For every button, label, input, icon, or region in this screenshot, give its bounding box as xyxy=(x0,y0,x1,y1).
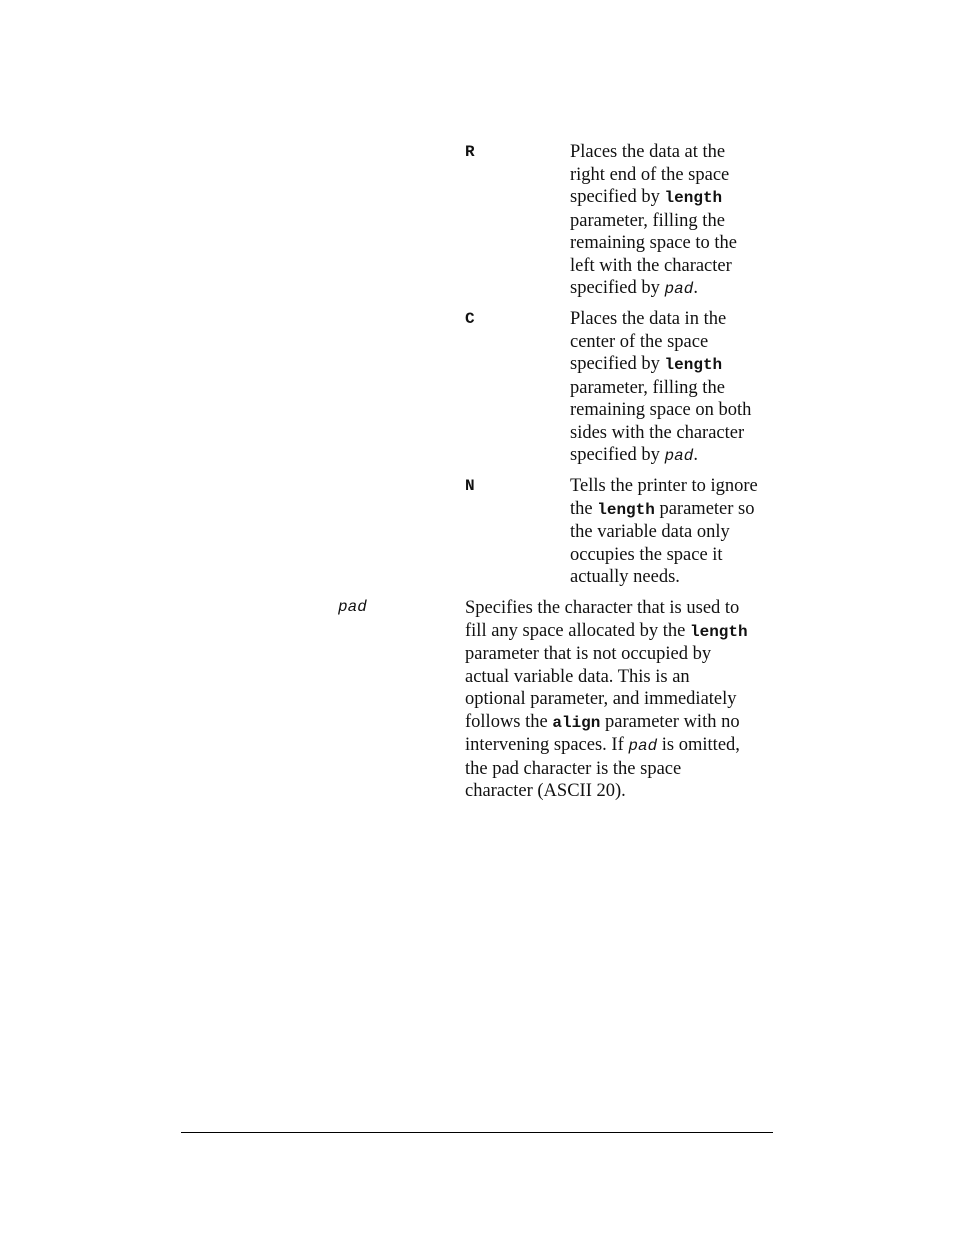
param-term-pad: pad xyxy=(338,598,367,616)
text-line: the variable data only xyxy=(570,522,730,542)
text-line: actual variable data. This is an xyxy=(465,666,690,687)
option-desc-r xyxy=(570,141,800,301)
inline-code: length xyxy=(664,356,723,374)
text-line: center of the space xyxy=(570,331,709,352)
text-line: Places the data in the xyxy=(570,309,727,329)
text-line: fill any space allocated by the length xyxy=(465,620,748,641)
text-line: optional parameter, and immediately xyxy=(465,689,737,709)
inline-param: pad xyxy=(664,280,694,298)
text-line: character (ASCII 20). xyxy=(465,781,626,801)
text-line: sides with the character xyxy=(570,422,745,443)
text-line: specified by length xyxy=(570,187,723,207)
inline-param: pad xyxy=(628,737,658,755)
text-line: the length parameter so xyxy=(570,498,755,519)
option-desc-n xyxy=(570,475,810,589)
text-line: left with the character xyxy=(570,255,732,276)
text-line: the pad character is the space xyxy=(465,758,682,779)
text-line: actually needs. xyxy=(570,567,680,587)
text-line: occupies the space it xyxy=(570,544,723,565)
inline-code: align xyxy=(552,713,601,732)
text-line: specified by length xyxy=(570,354,723,374)
text-line: parameter, filling the xyxy=(570,377,725,398)
text-line: right end of the space xyxy=(570,164,730,185)
text-line: follows the align parameter with no xyxy=(465,711,740,732)
footer-rule xyxy=(181,1132,773,1133)
text-line: Specifies the character that is used to xyxy=(465,598,740,618)
text-line: parameter, filling the xyxy=(570,210,725,231)
option-key-r: R xyxy=(465,143,475,161)
param-desc-pad xyxy=(465,597,795,803)
text-line: specified by pad. xyxy=(570,445,698,465)
inline-code: length xyxy=(664,189,723,207)
text-line: remaining space to the xyxy=(570,233,737,253)
text-line: parameter that is not occupied by xyxy=(465,644,712,664)
inline-param: pad xyxy=(664,447,694,465)
option-key-c: C xyxy=(465,310,475,328)
text-line: Places the data at the xyxy=(570,142,726,162)
option-key-n: N xyxy=(465,477,475,495)
option-desc-c xyxy=(570,308,800,468)
text-line: remaining space on both xyxy=(570,400,752,420)
inline-code: length xyxy=(597,500,655,519)
text-line: specified by pad. xyxy=(570,278,698,298)
inline-code: length xyxy=(690,622,748,641)
text-line: intervening spaces. If pad is omitted, xyxy=(465,735,740,755)
text-line: Tells the printer to ignore xyxy=(570,476,758,496)
